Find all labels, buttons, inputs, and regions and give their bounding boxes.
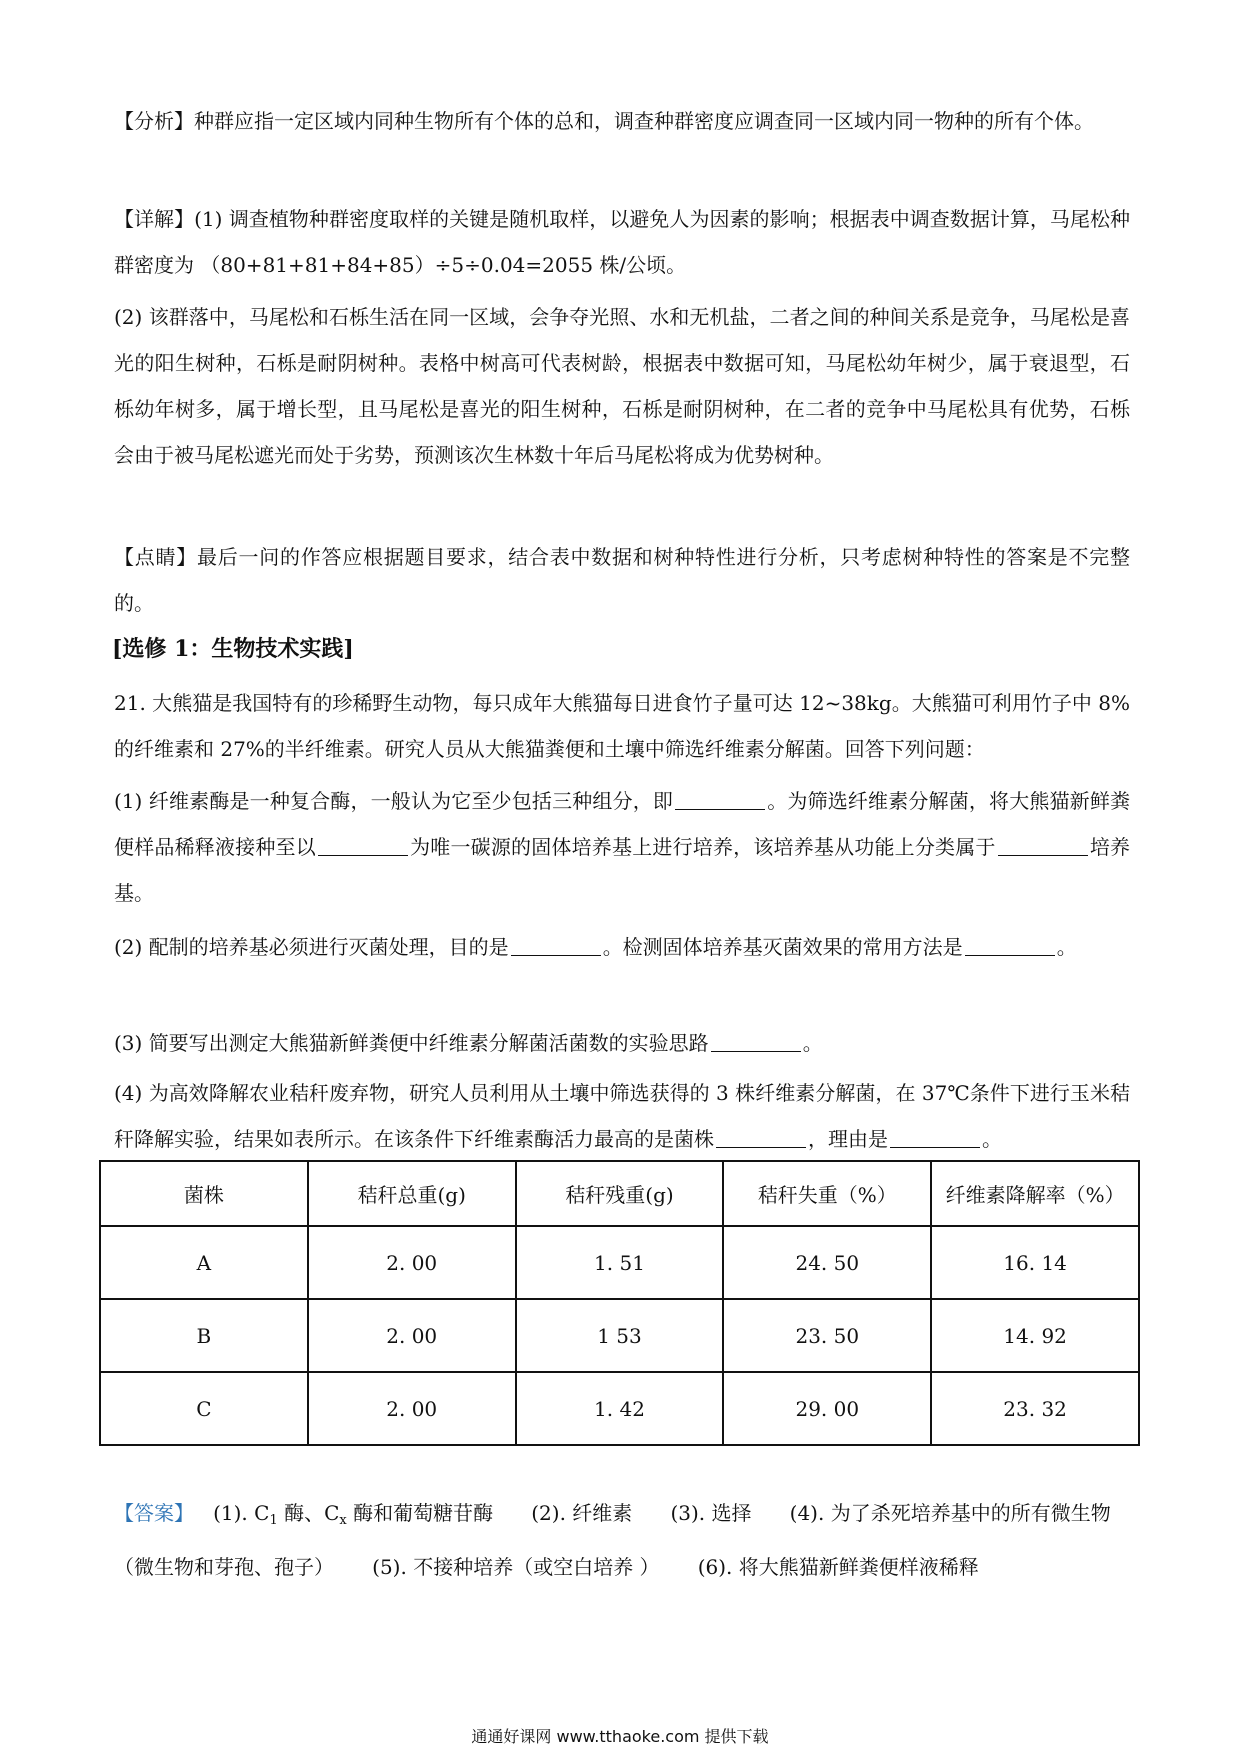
table-row [100,1299,1139,1372]
q1-text-d: 培养基。 [114,835,1131,905]
answer-1-mid: 酶、C [277,1501,340,1525]
answer-blank[interactable] [890,1127,980,1148]
table-cell: 2. 00 [308,1226,516,1299]
analysis-label: 【分析】 [114,109,194,133]
question-part-1 [114,778,1130,916]
table-cell: 14. 92 [931,1299,1139,1372]
table-cell: 1. 51 [516,1226,724,1299]
table-cell: 23. 32 [931,1372,1139,1445]
answer-blank[interactable] [318,835,408,856]
table-cell: 2. 00 [308,1299,516,1372]
answer-blank[interactable] [711,1031,801,1052]
q4-text-b: ，理由是 [808,1127,888,1151]
detail-label: 【详解】 [114,207,195,231]
answer-1-sub2: x [339,1513,347,1528]
q2-text-c: 。 [1056,935,1077,959]
answer-label: 【答案】 [114,1501,194,1525]
detail-paragraph-1 [114,196,1130,288]
answer-blank[interactable] [965,935,1055,956]
answer-4: (4). 为了杀死培养基中的所有微生物（微生物和芽孢、孢子） [114,1501,1111,1579]
table-header-cell: 秸秆总重(g) [308,1161,516,1226]
q1-text-a: (1) 纤维素酶是一种复合酶，一般认为它至少包括三种组分，即 [114,789,674,813]
detail-text-1: (1) 调查植物种群密度取样的关键是随机取样，以避免人为因素的影响；根据表中调查数据计算，马尾松种群密度为 （80+81+81+84+85）÷5÷0.04=2055 株/公顷。 [114,207,1131,277]
point-paragraph [114,534,1130,626]
table-cell: 1. 42 [516,1372,724,1445]
question-part-2 [114,924,1130,970]
table-header-cell: 纤维素降解率（%） [931,1161,1139,1226]
table-row [100,1226,1139,1299]
question-intro [114,680,1130,772]
q2-text-b: 。检测固体培养基灭菌效果的常用方法是 [602,935,963,959]
table-cell: B [100,1299,308,1372]
answer-blank[interactable] [675,789,765,810]
answer-blank[interactable] [998,835,1088,856]
point-text: 最后一问的作答应根据题目要求，结合表中数据和树种特性进行分析，只考虑树种特性的答案是不完整的。 [114,545,1130,615]
page-footer: 通通好课网 www.tthaoke.com 提供下载 [471,1727,769,1746]
table-cell: 29. 00 [723,1372,931,1445]
q1-text-b: 。为筛选纤维素分解菌，将大熊猫新鲜粪便样品稀释液接种至以 [114,789,1131,859]
table-row [100,1372,1139,1445]
table-cell: 16. 14 [931,1226,1139,1299]
detail-paragraph-2 [114,294,1130,478]
answer-blank[interactable] [511,935,601,956]
table-cell: C [100,1372,308,1445]
analysis-text: 种群应指一定区域内同种生物所有个体的总和，调查种群密度应调查同一区域内同一物种的所有个体。 [194,109,1094,133]
question-part-3 [114,1020,1130,1066]
q4-text-c: 。 [982,1127,1002,1151]
answer-3: (3). 选择 [670,1501,752,1525]
detail-text-2: (2) 该群落中，马尾松和石栎生活在同一区域，会争夺光照、水和无机盐，二者之间的种间关系是竞争，马尾松是喜光的阳生树种，石栎是耐阴树种。表格中树高可代表树龄，根据表中数据可知，马尾松幼年树少，属于衰退型，石栎幼年树多，属于增长型，且马尾松是喜光的阳生树种，石栎是耐阴树种，在二者的竞争中马尾松具有优势，石栎会由于被马尾松遮光而处于劣势，预测该次生林数十年后马尾松将成为优势树种。 [114,305,1130,467]
section-heading: [选修 1：生物技术实践] [112,636,354,662]
q1-text-c: 为唯一碳源的固体培养基上进行培养，该培养基从功能上分类属于 [409,835,996,859]
answer-1 [213,1501,494,1528]
table-header-cell: 秸秆失重（%） [723,1161,931,1226]
answer-5: (5). 不接种培养（或空白培养 ） [372,1555,660,1579]
answer-6: (6). 将大熊猫新鲜粪便样液稀释 [697,1555,979,1579]
table-header-cell: 秸秆残重(g) [516,1161,724,1226]
table-cell: 2. 00 [308,1372,516,1445]
q4-text-a: (4) 为高效降解农业秸秆废弃物，研究人员利用从土壤中筛选获得的 3 株纤维素分解菌，在 37℃条件下进行玉米秸秆降解实验，结果如表所示。在该条件下纤维素酶活力最高的是菌株 [114,1081,1130,1151]
answer-1-pre: (1). C [213,1501,270,1525]
analysis-paragraph [114,98,1130,144]
answer-paragraph [114,1490,1130,1590]
answer-1-post: 酶和葡萄糖苷酶 [346,1501,494,1525]
table-header-cell: 菌株 [100,1161,308,1226]
table-header-row [100,1161,1139,1226]
q2-text-a: (2) 配制的培养基必须进行灭菌处理，目的是 [114,935,509,959]
answer-1-sub1: 1 [269,1513,278,1528]
q3-text-b: 。 [802,1031,823,1055]
point-label: 【点睛】 [114,545,197,569]
q3-text-a: (3) 简要写出测定大熊猫新鲜粪便中纤维素分解菌活菌数的实验思路 [114,1031,709,1055]
question-part-4 [114,1070,1130,1162]
table-cell: A [100,1226,308,1299]
answer-blank[interactable] [716,1127,806,1148]
table-cell: 1 53 [516,1299,724,1372]
answer-2: (2). 纤维素 [531,1501,633,1525]
table-cell: 23. 50 [723,1299,931,1372]
table-cell: 24. 50 [723,1226,931,1299]
question-intro-text: 21. 大熊猫是我国特有的珍稀野生动物，每只成年大熊猫每日进食竹子量可达 12~38kg。大熊猫可利用竹子中 8%的纤维素和 27%的半纤维素。研究人员从大熊猫粪便和土壤中筛选纤维素分解菌。回答下列问题： [114,691,1130,761]
results-table [99,1160,1140,1446]
